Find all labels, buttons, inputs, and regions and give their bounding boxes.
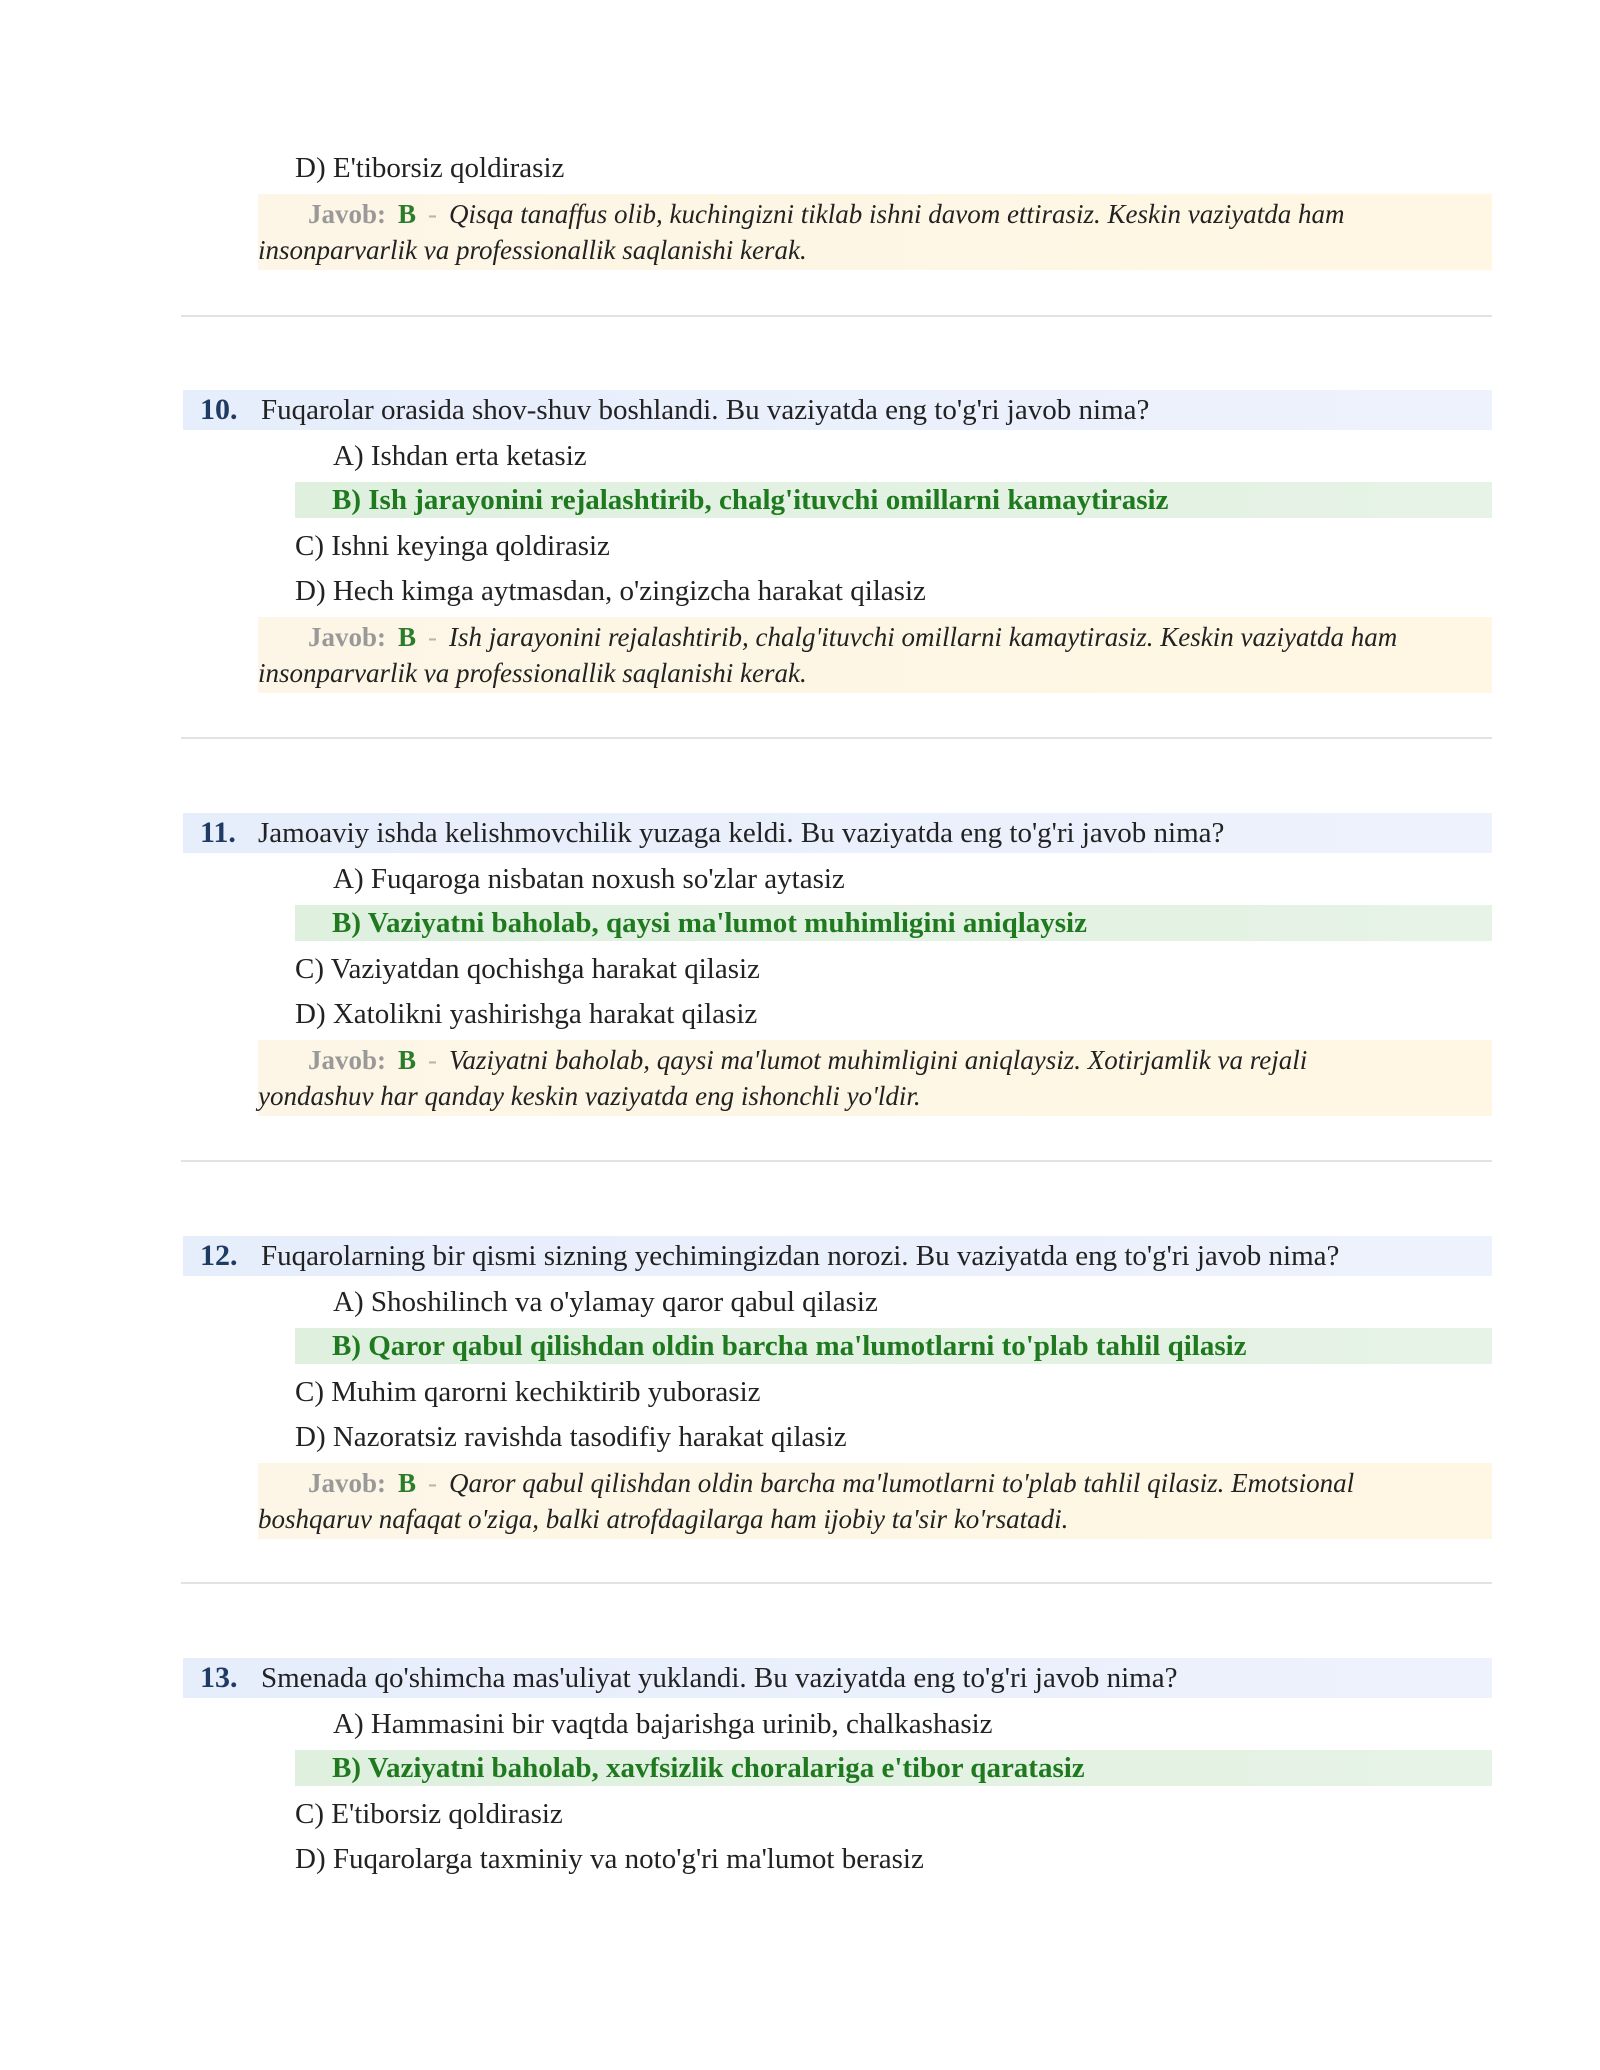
q13-option-d[interactable]: D) Fuqarolarga taxminiy va noto'g'ri ma'lumot berasiz [295, 1843, 924, 1875]
q13-option-c[interactable]: C) E'tiborsiz qoldirasiz [295, 1798, 563, 1830]
q11-option-a[interactable]: A) Fuqaroga nisbatan noxush so'zlar aytasiz [333, 863, 845, 895]
q12-option-b-correct[interactable]: B) Qaror qabul qilishdan oldin barcha ma'lumotlarni to'plab tahlil qilasiz [332, 1330, 1247, 1362]
q9-answer-line2: insonparvarlik va professionallik saqlanishi kerak. [258, 235, 807, 265]
answer-letter: B [398, 622, 417, 652]
question-number: 11. [200, 816, 236, 849]
answer-letter: B [398, 1045, 417, 1075]
q10-answer-line1 [308, 619, 1397, 655]
q11-option-c[interactable]: C) Vaziyatdan qochishga harakat qilasiz [295, 953, 760, 985]
q13-option-b-correct[interactable]: B) Vaziyatni baholab, xavfsizlik choralariga e'tibor qaratasiz [332, 1752, 1085, 1784]
q12-option-d[interactable]: D) Nazoratsiz ravishda tasodifiy harakat qilasiz [295, 1421, 847, 1453]
q12-option-a[interactable]: A) Shoshilinch va o'ylamay qaror qabul qilasiz [333, 1286, 878, 1318]
q11-answer-line2: yondashuv har qanday keskin vaziyatda eng ishonchli yo'ldir. [258, 1081, 921, 1111]
answer-dash: - [428, 1468, 438, 1498]
q9-option-d: D) E'tiborsiz qoldirasiz [295, 152, 565, 184]
q9-answer-box [258, 194, 1492, 270]
q12-option-c[interactable]: C) Muhim qarorni kechiktirib yuborasiz [295, 1376, 761, 1408]
q13-option-a[interactable]: A) Hammasini bir vaqtda bajarishga urinib, chalkashasiz [333, 1708, 993, 1740]
q11-answer-line1 [308, 1042, 1307, 1078]
question-text: Fuqarolar orasida shov-shuv boshlandi. Bu vaziyatda eng to'g'ri javob nima? [261, 394, 1150, 426]
question-text: Fuqarolarning bir qismi sizning yechimingizdan norozi. Bu vaziyatda eng to'g'ri javob nima? [261, 1240, 1340, 1272]
question-text: Jamoaviy ishda kelishmovchilik yuzaga keldi. Bu vaziyatda eng to'g'ri javob nima? [258, 817, 1225, 849]
q10-answer-box [258, 617, 1492, 693]
answer-label: Javob: [308, 1045, 387, 1075]
q11-answer-box [258, 1040, 1492, 1116]
answer-letter: B [398, 199, 417, 229]
q10-option-d[interactable]: D) Hech kimga aytmasdan, o'zingizcha harakat qilasiz [295, 575, 926, 607]
separator [181, 1160, 1492, 1162]
q12-answer-line1 [308, 1465, 1354, 1501]
question-number: 12. [200, 1239, 238, 1272]
answer-text: Qisqa tanaffus olib, kuchingizni tiklab ishni davom ettirasiz. Keskin vaziyatda ham [449, 199, 1345, 229]
answer-text: Vaziyatni baholab, qaysi ma'lumot muhimligini aniqlaysiz. Xotirjamlik va rejali [449, 1045, 1308, 1075]
q10-option-c[interactable]: C) Ishni keyinga qoldirasiz [295, 530, 610, 562]
answer-label: Javob: [308, 1468, 387, 1498]
separator [181, 315, 1492, 317]
q9-answer-line1 [308, 196, 1345, 232]
separator [181, 1582, 1492, 1584]
q11-option-d[interactable]: D) Xatolikni yashirishga harakat qilasiz [295, 998, 758, 1030]
q10-option-a[interactable]: A) Ishdan erta ketasiz [333, 440, 587, 472]
answer-dash: - [428, 622, 438, 652]
q11-option-b-correct[interactable]: B) Vaziyatni baholab, qaysi ma'lumot muhimligini aniqlaysiz [332, 907, 1087, 939]
q10-answer-line2: insonparvarlik va professionallik saqlanishi kerak. [258, 658, 807, 688]
answer-label: Javob: [308, 199, 387, 229]
question-text: Smenada qo'shimcha mas'uliyat yuklandi. Bu vaziyatda eng to'g'ri javob nima? [261, 1662, 1178, 1694]
answer-text: Ish jarayonini rejalashtirib, chalg'ituvchi omillarni kamaytirasiz. Keskin vaziyatda ham [449, 622, 1398, 652]
answer-text: Qaror qabul qilishdan oldin barcha ma'lumotlarni to'plab tahlil qilasiz. Emotsional [449, 1468, 1355, 1498]
answer-letter: B [398, 1468, 417, 1498]
q10-option-b-correct[interactable]: B) Ish jarayonini rejalashtirib, chalg'ituvchi omillarni kamaytirasiz [332, 484, 1169, 516]
q12-answer-line2: boshqaruv nafaqat o'ziga, balki atrofdagilarga ham ijobiy ta'sir ko'rsatadi. [258, 1504, 1069, 1534]
question-number: 10. [200, 393, 238, 426]
answer-label: Javob: [308, 622, 387, 652]
q12-answer-box [258, 1463, 1492, 1539]
question-number: 13. [200, 1661, 238, 1694]
answer-dash: - [428, 1045, 438, 1075]
answer-dash: - [428, 199, 438, 229]
separator [181, 737, 1492, 739]
